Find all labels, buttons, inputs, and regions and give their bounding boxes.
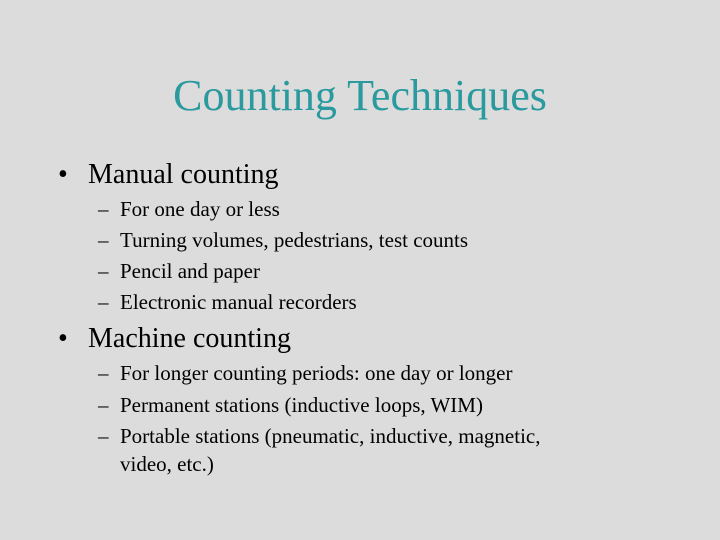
bullet-label: Manual counting bbox=[88, 159, 279, 190]
sub-bullet-text: For longer counting periods: one day or longer bbox=[120, 361, 513, 385]
dash-marker: – bbox=[98, 393, 109, 417]
bullet-marker: • bbox=[58, 323, 68, 354]
sub-bullet-text: video, etc.) bbox=[120, 452, 214, 476]
dash-marker: – bbox=[98, 197, 109, 221]
sub-bullet-text: Electronic manual recorders bbox=[120, 290, 357, 314]
sub-bullet-text: Pencil and paper bbox=[120, 259, 260, 283]
bullet-label: Machine counting bbox=[88, 323, 291, 354]
dash-marker: – bbox=[98, 361, 109, 385]
dash-marker: – bbox=[98, 228, 109, 252]
dash-marker: – bbox=[98, 259, 109, 283]
sub-bullet-text: Permanent stations (inductive loops, WIM) bbox=[120, 393, 483, 417]
sub-bullet-text: Turning volumes, pedestrians, test counts bbox=[120, 228, 469, 252]
dash-marker: – bbox=[98, 424, 109, 448]
bullet-marker: • bbox=[58, 159, 68, 190]
slide-title: Counting Techniques bbox=[173, 71, 547, 120]
sub-bullet-text: Portable stations (pneumatic, inductive, magnetic, bbox=[120, 424, 541, 448]
sub-bullet-text: For one day or less bbox=[120, 197, 280, 221]
dash-marker: – bbox=[98, 290, 109, 314]
